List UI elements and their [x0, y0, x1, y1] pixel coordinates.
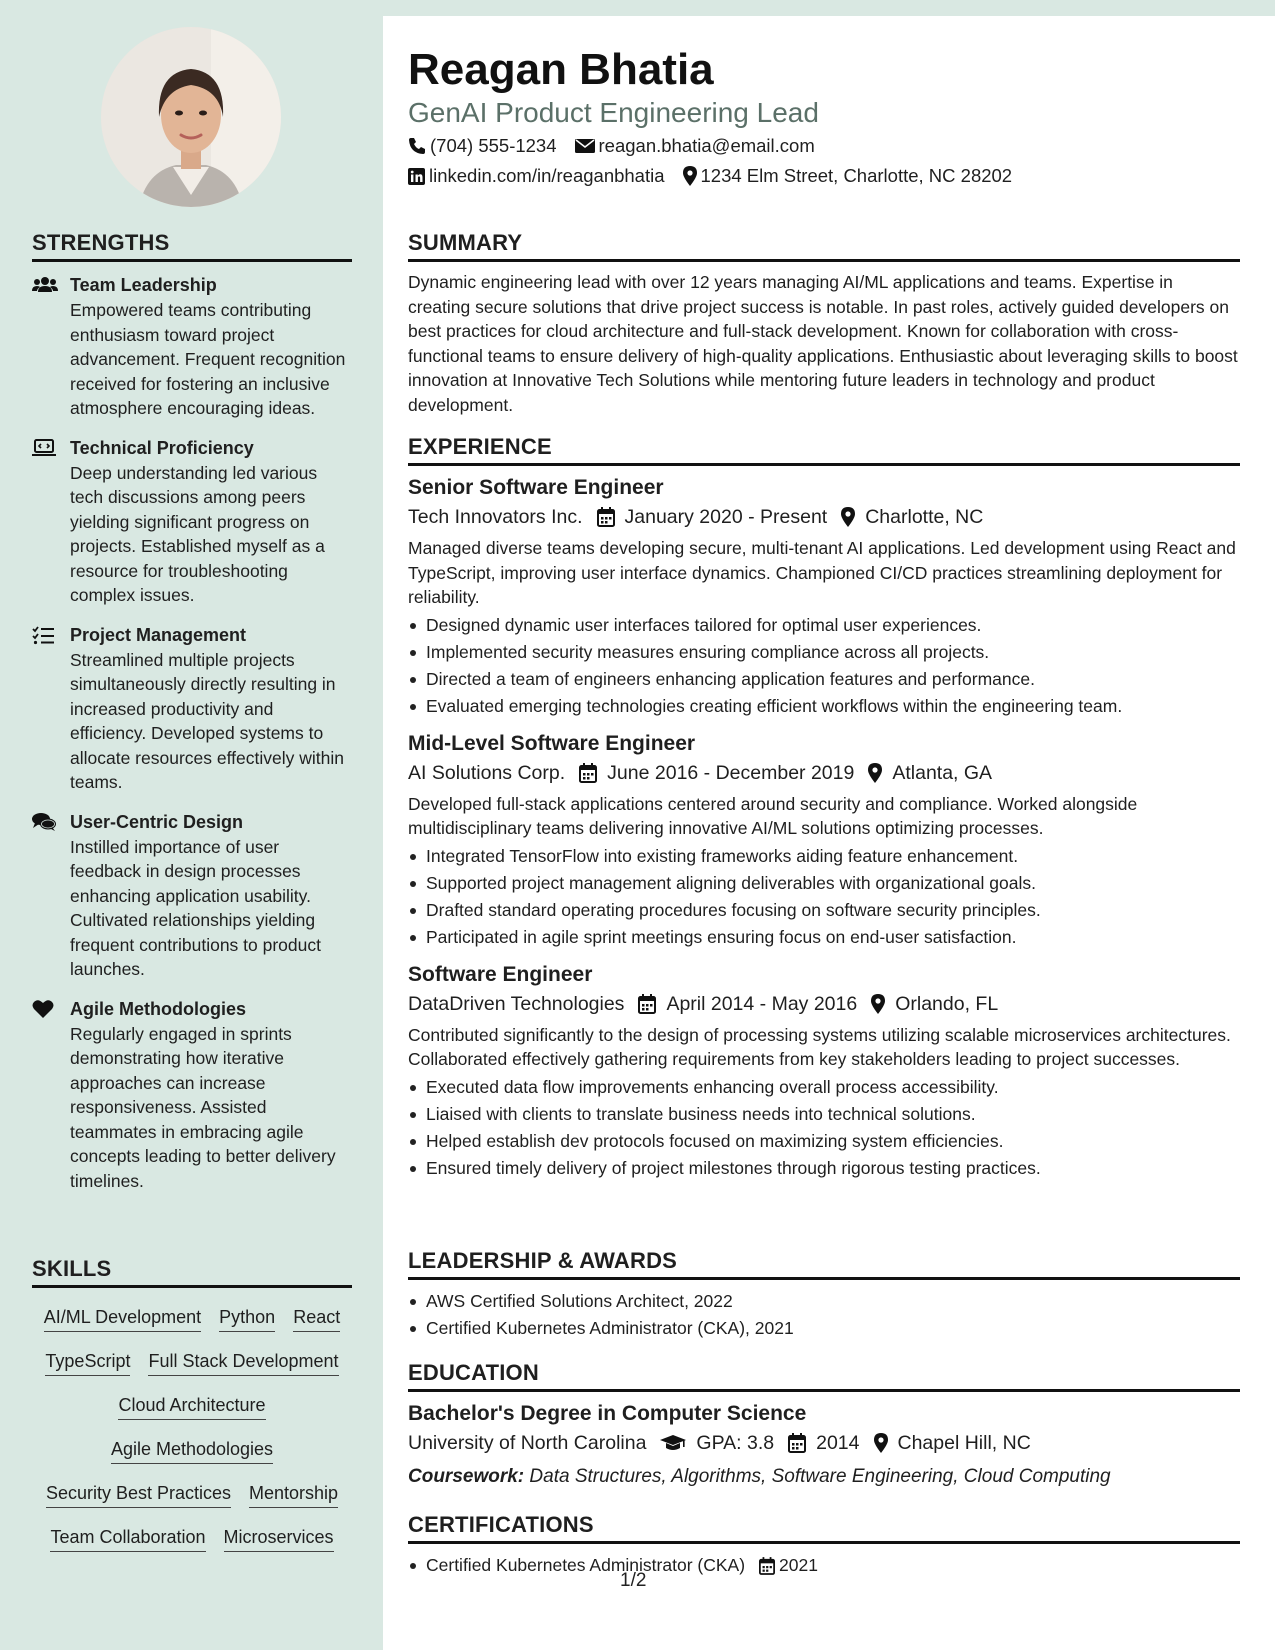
skill-tag: Full Stack Development: [148, 1348, 338, 1376]
awards-section: [408, 1248, 1240, 1342]
strength-desc: Deep understanding led various tech discussions among peers yielding significant progress on projects. Established myself as a resource for troubleshooting complex issues.: [70, 462, 325, 605]
coursework-label: Coursework:: [408, 1466, 525, 1487]
awards-heading: LEADERSHIP & AWARDS: [408, 1248, 1240, 1280]
list-item: [408, 1552, 1240, 1579]
skills-list: [32, 1300, 352, 1552]
contact-row: [408, 132, 1240, 160]
heart-icon: [32, 998, 70, 1194]
coursework: [408, 1462, 1240, 1492]
calendar-icon: [759, 1557, 775, 1575]
skill-tag: Python: [219, 1304, 275, 1332]
cert-name: Certified Kubernetes Administrator (CKA): [426, 1555, 746, 1575]
list-item: Evaluated emerging technologies creating efficient workflows within the engineering team.: [408, 693, 1240, 720]
job-bullets: [408, 612, 1240, 720]
skills-section: [32, 1256, 352, 1552]
phone-icon: [408, 137, 426, 155]
page-number: 1/2: [620, 1570, 647, 1591]
calendar-icon: [597, 507, 615, 527]
list-item: Designed dynamic user interfaces tailored for optimal user experiences.: [408, 612, 1240, 639]
job-location: Orlando, FL: [895, 992, 999, 1015]
calendar-icon: [579, 763, 597, 783]
map-pin-icon: [871, 994, 885, 1014]
job-desc: Managed diverse teams developing secure, multi-tenant AI applications. Led development using React and TypeScript, improving user interface dynamics. Championed CI/CD practices streamlining deployment for reliability.: [408, 538, 1236, 607]
email-text: reagan.bhatia@email.com: [598, 135, 815, 156]
education-location: Chapel Hill, NC: [897, 1432, 1031, 1454]
company-name: AI Solutions Corp.: [408, 761, 566, 784]
job-location: Charlotte, NC: [865, 506, 984, 528]
header: [408, 44, 1240, 190]
strength-item: [32, 274, 352, 421]
linkedin-contact[interactable]: [408, 162, 665, 190]
list-item: Certified Kubernetes Administrator (CKA), 2021: [408, 1315, 1240, 1342]
map-pin-icon: [683, 166, 697, 186]
candidate-name: Reagan Bhatia: [408, 45, 714, 94]
address-text: 1234 Elm Street, Charlotte, NC 28202: [700, 165, 1013, 186]
linkedin-icon: [408, 168, 425, 185]
graduation-cap-icon: [660, 1434, 686, 1452]
job-dates: January 2020 - Present: [624, 506, 828, 528]
experience-section: [408, 434, 1240, 1182]
cert-year: 2021: [779, 1555, 818, 1575]
job-title: Senior Software Engineer: [408, 476, 664, 499]
degree-title: Bachelor's Degree in Computer Science: [408, 1402, 807, 1425]
laptop-code-icon: [32, 437, 70, 608]
job-entry: [408, 730, 1240, 951]
list-item: Liaised with clients to translate business needs into technical solutions.: [408, 1101, 1240, 1128]
list-item: Supported project management aligning deliverables with organizational goals.: [408, 870, 1240, 897]
map-pin-icon: [841, 507, 855, 527]
company-name: Tech Innovators Inc.: [408, 506, 583, 528]
job-dates: April 2014 - May 2016: [666, 992, 858, 1015]
calendar-icon: [638, 994, 656, 1014]
map-pin-icon: [868, 763, 882, 783]
education-heading: EDUCATION: [408, 1360, 1240, 1392]
list-item: Participated in agile sprint meetings ensuring focus on end-user satisfaction.: [408, 924, 1240, 951]
skill-tag: React: [293, 1304, 340, 1332]
list-item: Drafted standard operating procedures focusing on software security principles.: [408, 897, 1240, 924]
gpa-text: GPA: 3.8: [696, 1432, 775, 1454]
skill-tag: Agile Methodologies: [111, 1436, 273, 1464]
users-icon: [32, 274, 70, 421]
job-title: Software Engineer: [408, 962, 593, 986]
education-meta: [408, 1428, 1240, 1458]
strength-item: [32, 811, 352, 982]
job-dates: June 2016 - December 2019: [607, 761, 855, 784]
school-name: University of North Carolina: [408, 1432, 647, 1454]
checklist-icon: [32, 624, 70, 795]
strength-title: User-Centric Design: [70, 811, 244, 832]
strengths-heading: STRENGTHS: [32, 230, 352, 262]
awards-list: [408, 1288, 1240, 1342]
education-section: [408, 1360, 1240, 1492]
chat-bubbles-icon: [32, 811, 70, 982]
list-item: Directed a team of engineers enhancing application features and performance.: [408, 666, 1240, 693]
linkedin-text: linkedin.com/in/reaganbhatia: [429, 165, 665, 186]
skill-tag: Mentorship: [249, 1480, 338, 1508]
strength-desc: Streamlined multiple projects simultaneously directly resulting in increased productivity and efficiency. Developed systems to allocate resources effectively within teams.: [70, 649, 344, 792]
job-bullets: [408, 843, 1240, 951]
skill-tag: Team Collaboration: [50, 1524, 205, 1552]
phone-text: (704) 555-1234: [430, 135, 557, 156]
list-item: Implemented security measures ensuring compliance across all projects.: [408, 639, 1240, 666]
skill-tag: AI/ML Development: [44, 1304, 201, 1332]
job-meta: [408, 758, 1240, 788]
contact-row: [408, 162, 1240, 190]
skill-tag: Security Best Practices: [46, 1480, 231, 1508]
strengths-section: [32, 230, 352, 1209]
envelope-icon: [575, 138, 595, 154]
certifications-heading: CERTIFICATIONS: [408, 1512, 1240, 1544]
strength-title: Team Leadership: [70, 275, 217, 295]
summary-heading: SUMMARY: [408, 230, 1240, 262]
strength-desc: Regularly engaged in sprints demonstrating how iterative approaches can increase responsiveness. Assisted teammates in embracing agile concepts leading to better delivery timelines.: [70, 1023, 336, 1191]
company-name: DataDriven Technologies: [408, 992, 625, 1015]
strength-title: Project Management: [70, 624, 247, 645]
skill-tag: Cloud Architecture: [118, 1392, 265, 1420]
summary-text: Dynamic engineering lead with over 12 years managing AI/ML applications and teams. Expertise in creating secure solutions that drive project success is notable. In past roles, actively guided developers on best practices for cloud architecture and full-stack development. Known for collaboration with cross-functional teams to ensure delivery of high-quality applications. Enthusiastic about leveraging skills to boost innovation at Innovative Tech Solutions while mentoring future leaders in technology and product development.: [408, 272, 1238, 415]
calendar-icon: [788, 1433, 806, 1453]
education-year: 2014: [816, 1432, 860, 1454]
strength-desc: Instilled importance of user feedback in design processes enhancing application usability. Cultivated relationships yielding frequent contributions to product launches.: [70, 836, 321, 979]
skill-tag: TypeScript: [45, 1348, 130, 1376]
job-location: Atlanta, GA: [892, 761, 993, 784]
job-meta: [408, 989, 1240, 1019]
phone-contact[interactable]: [408, 132, 557, 160]
list-item: AWS Certified Solutions Architect, 2022: [408, 1288, 1240, 1315]
list-item: Integrated TensorFlow into existing frameworks aiding feature enhancement.: [408, 843, 1240, 870]
strength-desc: Empowered teams contributing enthusiasm toward project advancement. Frequent recognition received for fostering an inclusive atmosphere encouraging ideas.: [70, 300, 346, 418]
strength-item: [32, 998, 352, 1194]
job-title: Mid-Level Software Engineer: [408, 731, 696, 755]
certifications-section: [408, 1512, 1240, 1579]
strength-item: [32, 437, 352, 608]
address-contact: [683, 162, 1013, 190]
map-pin-icon: [874, 1433, 888, 1453]
list-item: Executed data flow improvements enhancing overall process accessibility.: [408, 1074, 1240, 1101]
job-entry: [408, 474, 1240, 720]
email-contact[interactable]: [575, 132, 815, 160]
list-item: Helped establish dev protocols focused on maximizing system efficiencies.: [408, 1128, 1240, 1155]
job-bullets: [408, 1074, 1240, 1182]
certifications-list: [408, 1552, 1240, 1579]
job-entry: [408, 961, 1240, 1182]
skill-tag: Microservices: [224, 1524, 334, 1552]
strength-item: [32, 624, 352, 795]
job-desc: Developed full-stack applications centered around security and compliance. Worked alongside multidisciplinary teams delivering innovative AI/ML solutions optimizing processes.: [408, 793, 1138, 838]
job-desc: Contributed significantly to the design of processing systems utilizing scalable microservices architectures. Collaborated effectively gathering requirements from key stakeholders leading to project successes.: [408, 1024, 1231, 1069]
candidate-role: GenAI Product Engineering Lead: [408, 97, 819, 128]
strength-title: Agile Methodologies: [70, 998, 247, 1019]
job-meta: [408, 502, 1240, 532]
list-item: Ensured timely delivery of project milestones through rigorous testing practices.: [408, 1155, 1240, 1182]
summary-section: [408, 230, 1240, 417]
experience-heading: EXPERIENCE: [408, 434, 1240, 466]
profile-photo: [101, 27, 281, 207]
coursework-text: Data Structures, Algorithms, Software Engineering, Cloud Computing: [529, 1466, 1111, 1487]
strength-title: Technical Proficiency: [70, 437, 254, 458]
skills-heading: SKILLS: [32, 1256, 352, 1288]
